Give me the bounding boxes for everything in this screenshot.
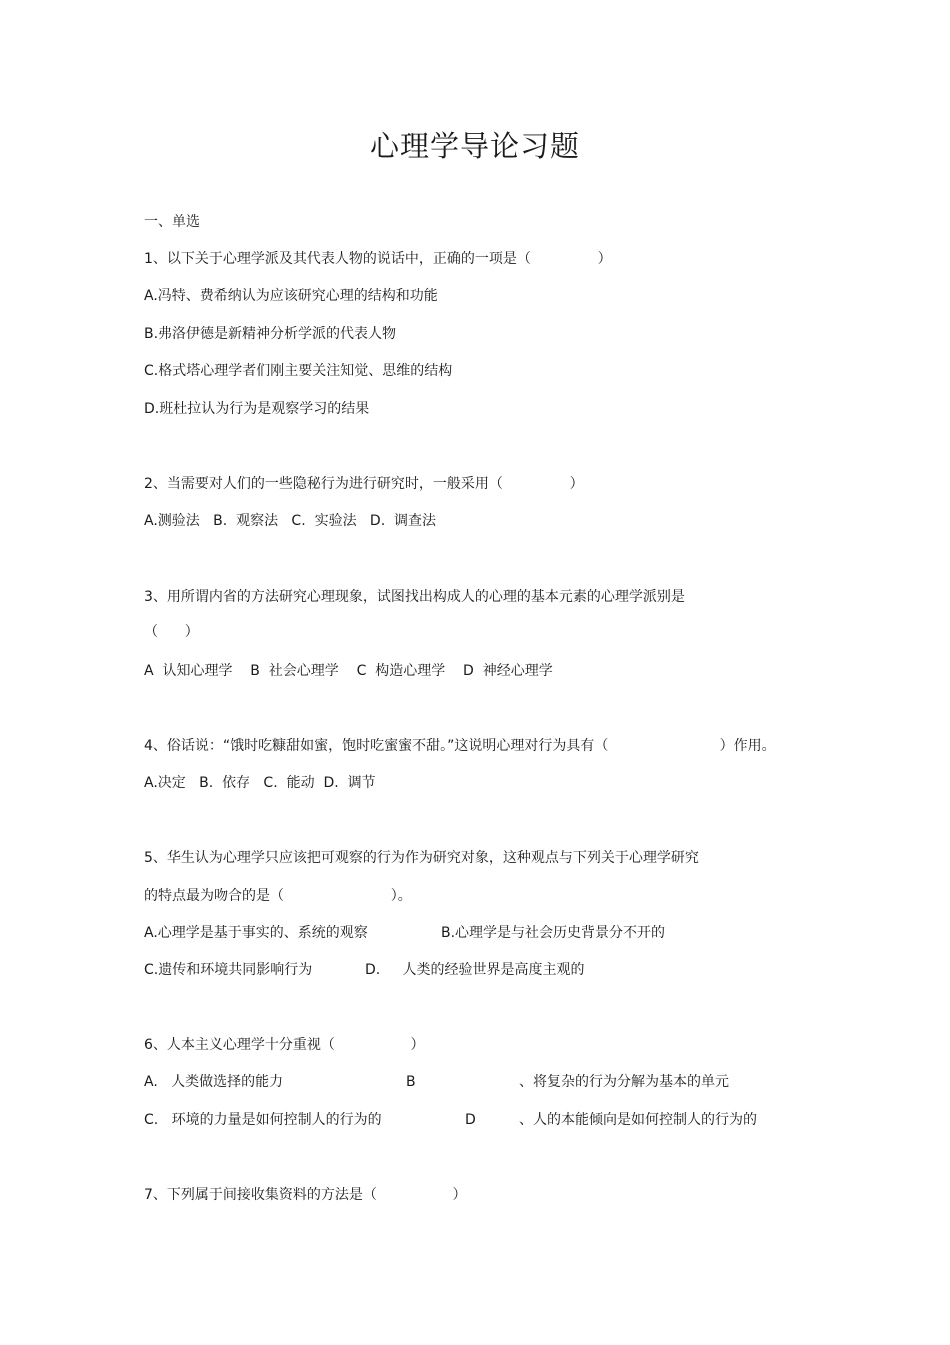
question-6-option-d-text: 、人的本能倾向是如何控制人的行为的 xyxy=(519,1112,757,1128)
question-2-options: A.测验法 B. 观察法 C. 实验法 D. 调查法 xyxy=(144,513,437,529)
question-1-option-c: C.格式塔心理学者们刚主要关注知觉、思维的结构 xyxy=(144,363,453,379)
question-4-stem: 4、俗话说：“饿时吃糠甜如蜜，饱时吃蜜蜜不甜。”这说明心理对行为具有（ ）作用。 xyxy=(144,738,776,754)
question-6-option-b-text: 、将复杂的行为分解为基本的单元 xyxy=(519,1074,729,1090)
question-6-option-a: A. 人类做选择的能力 xyxy=(144,1074,284,1090)
question-1-option-d: D.班杜拉认为行为是观察学习的结果 xyxy=(144,401,370,417)
question-3-stem: 3、用所谓内省的方法研究心理现象，试图找出构成人的心理的基本元素的心理学派别是 xyxy=(144,589,685,605)
section-heading: 一、单选 xyxy=(144,214,200,230)
question-1-option-b: B.弗洛伊德是新精神分析学派的代表人物 xyxy=(144,326,397,342)
question-3-options: A 认知心理学 B 社会心理学 C 构造心理学 D 神经心理学 xyxy=(144,663,553,679)
question-2-stem: 2、当需要对人们的一些隐秘行为进行研究时，一般采用（ ） xyxy=(144,476,584,492)
question-5-option-d: D. 人类的经验世界是高度主观的 xyxy=(365,962,585,978)
question-5-option-c: C.遗传和环境共同影响行为 xyxy=(144,962,313,978)
question-6-option-c: C. 环境的力量是如何控制人的行为的 xyxy=(144,1112,382,1128)
question-5-stem-continued: 的特点最为吻合的是（ ）。 xyxy=(144,888,412,904)
question-5-option-a: A.心理学是基于事实的、系统的观察 xyxy=(144,925,368,941)
question-1-option-a: A.冯特、费希纳认为应该研究心理的结构和功能 xyxy=(144,288,438,304)
page-title: 心理学导论习题 xyxy=(369,129,580,163)
question-6-option-d-letter: D xyxy=(465,1112,476,1128)
question-3-stem-continued: （ ） xyxy=(144,624,199,640)
question-5-option-b: B.心理学是与社会历史背景分不开的 xyxy=(441,925,666,941)
question-5-stem: 5、华生认为心理学只应该把可观察的行为作为研究对象，这种观点与下列关于心理学研究 xyxy=(144,850,699,866)
question-6-option-b-letter: B xyxy=(406,1074,416,1090)
question-6-stem: 6、人本主义心理学十分重视（ ） xyxy=(144,1037,425,1053)
question-7-stem: 7、下列属于间接收集资料的方法是（ ） xyxy=(144,1187,467,1203)
question-4-options: A.决定 B. 依存 C. 能动 D. 调节 xyxy=(144,775,376,791)
question-1-stem: 1、以下关于心理学派及其代表人物的说话中，正确的一项是（ ） xyxy=(144,251,612,267)
